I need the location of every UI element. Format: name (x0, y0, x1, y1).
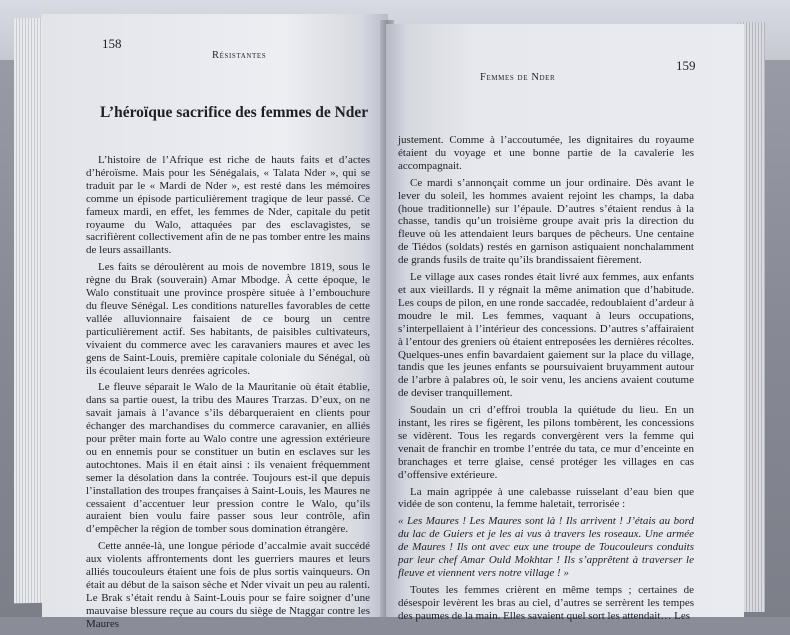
left-page (42, 14, 388, 630)
right-page-body (398, 134, 694, 627)
right-running-head: Femmes de Nder (480, 72, 556, 83)
left-paragraph: Cette année-là, une longue période d’accalmie avait succédé aux violents affrontements dont les guerriers maures et leurs alliés toucouleurs étaient une fois de plus sortis vainqueurs. On était au début de la saison sèche et Nder vivait un peu au ralenti. Le Brak s’était rendu à Saint-Louis pour se faire soigner d’une mauvaise blessure reçue au cours du siège de Ntaggar contre les Maures (86, 540, 370, 630)
left-running-head: Résistantes (212, 50, 267, 61)
right-paragraph: La main agrippée à une calebasse ruisselant d’eau bien que vidée de son contenu, la femme haletait, terrorisée : (398, 485, 694, 511)
quoted-speech (398, 515, 694, 580)
quote-text: « Les Maures ! Les Maures sont là ! Ils arrivent ! J’étais au bord du lac de Guiers et je les ai vus à travers les roseaux. Une armée de Maures ! Ils ont avec eux une troupe de Toucouleurs conduits par leur chef Amar Ould Mokhtar ! Ils s’apprêtent à traverser le fleuve et viennent vers notre village ! » (398, 515, 694, 579)
left-paragraph: L’histoire de l’Afrique est riche de hauts faits et d’actes d’héroïsme. Mais pour les Sénégalais, « Talata Nder », qui se traduit par le « Mardi de Nder », est resté dans les mémoires comme un épisode particulièrement tragique de leur passé. Ce fameux mardi, en effet, les femmes de Nder, capitale du petit royaume du Walo, attaquées par des esclavagistes, se sacrifièrent collectivement afin de ne pas tomber entre les mains de leurs assaillants. (86, 154, 370, 257)
left-paragraph: Le fleuve séparait le Walo de la Mauritanie où était établie, dans sa partie ouest, la tribu des Maures Trarzas. D’eux, on ne savait jamais à l’avance s’ils débarqueraient en clients pour échanger des marchandises du commerce caravanier, en alliés pour prêter main forte au Walo contre une agression extérieure ou en ennemis pour se constituer un butin en esclaves sur les autochtones. Mais il en était ainsi : ils venaient fréquemment semer la désolation dans la contrée. Toujours est-il que depuis l’installation des troupes françaises à Saint-Louis, les Maures ne cessaient d’accentuer leur pression contre le Walo, qu’ils auraient bien voulu faire passer sous leur contrôle, afin d’empêcher la région de tomber sous domination étrangère. (86, 381, 370, 536)
left-paragraph: Les faits se déroulèrent au mois de novembre 1819, sous le règne du Brak (souverain) Amar Mbodge. À cette époque, le Walo constituait une province prospère située à l’embouchure du fleuve Sénégal. Les conditions naturelles favorables de cette vallée alluvionnaire faisaient de ce bourg un centre particulièrement actif. Ses habitants, de paisibles cultivateurs, vivaient du commerce avec les caravaniers maures et avec les gens de Saint-Louis, première capitale coloniale du Sénégal, où ils écoulaient leurs denrées agricoles. (86, 261, 370, 377)
right-page-number: 159 (676, 58, 696, 73)
right-page (386, 24, 744, 622)
right-paragraph: Toutes les femmes crièrent en même temps ; certaines de désespoir levèrent les bras au ciel, d’autres se serrèrent les tempes des paumes de la main. Elles savaient quel sort les attendait… Les (398, 583, 694, 622)
chapter-title: L’héroïque sacrifice des femmes de Nder (100, 104, 369, 121)
left-page-body (86, 154, 370, 635)
left-page-number: 158 (102, 36, 122, 51)
right-paragraph: Ce mardi s’annonçait comme un jour ordinaire. Dès avant le lever du soleil, les hommes avaient rejoint les champs, la daba (houe traditionnelle) sur l’épaule. D’autres s’étaient rendus à la chasse, tandis qu’un troisième groupe avait pris la direction du fleuve où les attendaient leurs barques de pêcheurs. Une centaine de Tiédos (soldats) restés en garnison astiquaient nonchalamment de grands fusils de traite qu’ils brandissaient fièrement. (398, 176, 694, 267)
right-paragraph: Le village aux cases rondes était livré aux femmes, aux enfants et aux vieillards. Il y régnait la même animation que d’habitude. Les coups de pilon, en une ronde saccadée, redoublaient d’ardeur à moudre le mil. Les femmes, vaquant à leurs occupations, s’interpellaient à l’intérieur des concessions. D’autres s’affairaient à l’entour des greniers où étaient entreposées les dernières récoltes. Quelques-unes enfin bavardaient gaiement sur la place du village, tandis que les jeunes enfants se poursuivaient bruyamment autour de l’arbre à palabres où, le soir venu, les anciens avaient coutume de deviser tranquillement. (398, 271, 694, 400)
right-paragraph: justement. Comme à l’accoutumée, les dignitaires du royaume étaient du voyage et une bonne partie de la cavalerie les accompagnait. (398, 134, 694, 172)
right-paragraph: Soudain un cri d’effroi troubla la quiétude du lieu. En un instant, les rires se figèrent, les pilons tombèrent, les concessions se vidèrent. Tous les regards convergèrent vers la femme qui venait de franchir en trombe l’entrée du tata, ce mur d’enceinte en branchages et terre glaise, censé protéger les villages en cas d’offensive extérieure. (398, 404, 694, 481)
